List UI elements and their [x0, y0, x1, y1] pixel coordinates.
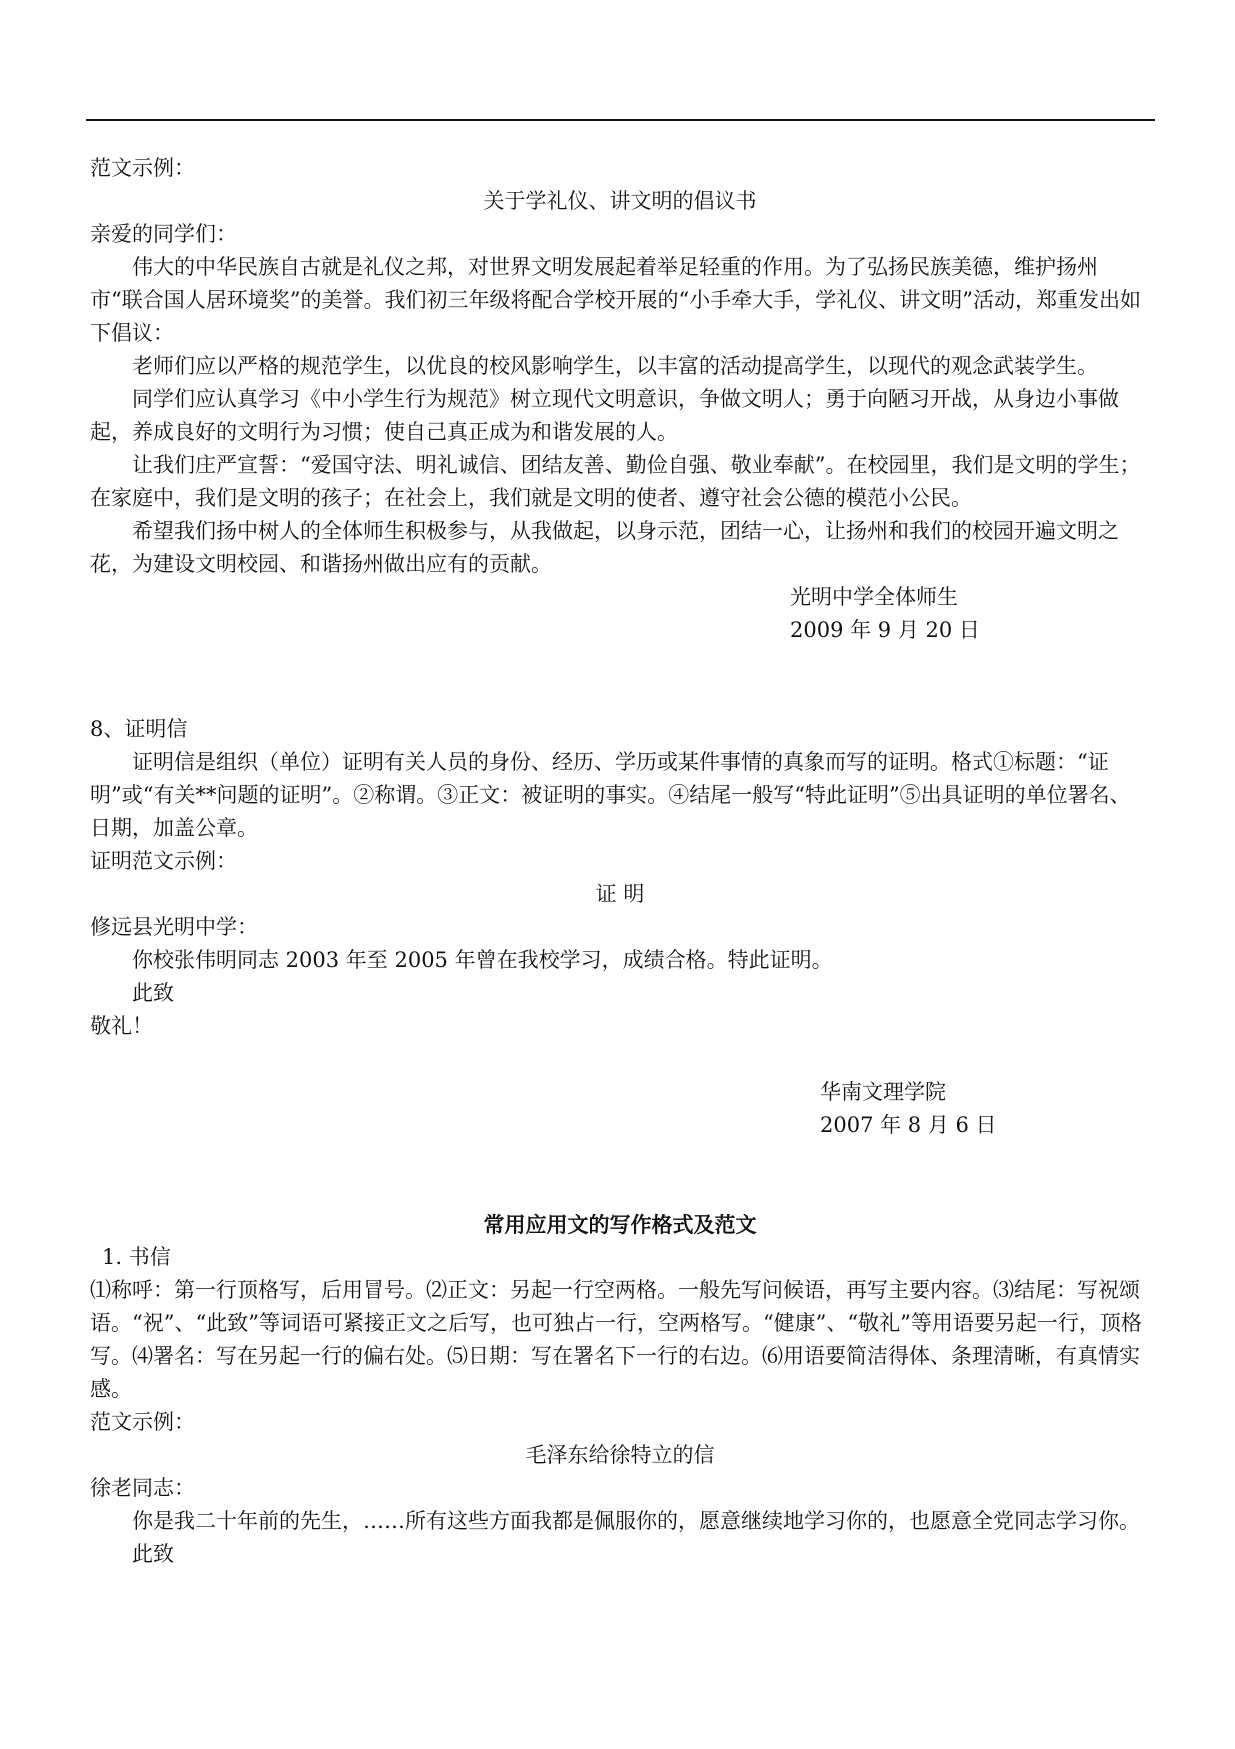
sample-heading: 范文示例：: [90, 156, 195, 180]
spacer: [90, 647, 1150, 713]
proposal-paragraph: 老师们应以严格的规范学生，以优良的校风影响学生，以丰富的活动提高学生，以现代的观念武装学生。: [132, 354, 1098, 378]
proposal-salutation: 亲爱的同学们：: [90, 222, 237, 246]
certificate-date: 2007 年 8 月 6 日: [820, 1113, 997, 1137]
proposal-paragraph: 伟大的中华民族自古就是礼仪之邦，对世界文明发展起着举足轻重的作用。为了弘扬民族美德，维护扬州市“联合国人居环境奖”的美誉。我们初三年级将配合学校开展的“小手牵大手，学礼仪、讲文明”活动，郑重发出如下倡议：: [90, 255, 1141, 345]
letter-closing: 此致: [132, 1542, 174, 1566]
proposal-paragraph: 希望我们扬中树人的全体师生积极参与，从我做起，以身示范，团结一心，让扬州和我们的校园开遍文明之花，为建设文明校园、和谐扬州做出应有的贡献。: [90, 519, 1119, 576]
section-description: 证明信是组织（单位）证明有关人员的身份、经历、学历或某件事情的真象而写的证明。格式①标题：“证明”或“有关**问题的证明”。②称谓。③正文：被证明的事实。④结尾一般写“特此证明”⑤出具证明的单位署名、日期，加盖公章。: [90, 750, 1131, 840]
certificate-body: 你校张伟明同志 2003 年至 2005 年曾在我校学习，成绩合格。特此证明。: [132, 948, 833, 972]
letter-section-heading: 1. 书信: [102, 1245, 171, 1269]
proposal-date: 2009 年 9 月 20 日: [790, 618, 980, 642]
document-page: [90, 152, 1150, 1571]
certificate-sample-heading: 证明范文示例：: [90, 849, 237, 873]
spacer: [90, 1043, 1150, 1076]
spacer: [90, 1142, 1150, 1208]
certificate-title: 证 明: [595, 882, 645, 906]
header-rule: [86, 119, 1155, 121]
certificate-salutation: 修远县光明中学：: [90, 915, 258, 939]
letter-format-description: ⑴称呼：第一行顶格写，后用冒号。⑵正文：另起一行空两格。一般先写问候语，再写主要内容。⑶结尾：写祝颂语。“祝”、“此致”等词语可紧接正文之后写，也可独占一行，空两格写。“健康”、“敬礼”等用语要另起一行，顶格写。⑷署名：写在另起一行的偏右处。⑸日期：写在署名下一行的右边。⑹用语要简洁得体、条理清晰，有真情实感。: [90, 1278, 1142, 1401]
letter-sample-heading: 范文示例：: [90, 1410, 195, 1434]
main-title: 常用应用文的写作格式及范文: [483, 1212, 757, 1237]
proposal-paragraph: 让我们庄严宣誓：“爱国守法、明礼诚信、团结友善、勤俭自强、敬业奉献”。在校园里，我们是文明的学生；在家庭中，我们是文明的孩子；在社会上，我们就是文明的使者、遵守社会公德的模范小公民。: [90, 453, 1141, 510]
certificate-closing: 此致: [132, 981, 174, 1005]
letter-salutation: 徐老同志：: [90, 1476, 195, 1500]
letter-title: 毛泽东给徐特立的信: [525, 1443, 715, 1467]
proposal-title: 关于学礼仪、讲文明的倡议书: [483, 189, 757, 213]
letter-body: 你是我二十年前的先生，……所有这些方面我都是佩服你的，愿意继续地学习你的，也愿意全党同志学习你。: [132, 1509, 1140, 1533]
certificate-signer: 华南文理学院: [820, 1080, 946, 1104]
section-heading: 8、证明信: [90, 717, 188, 741]
proposal-paragraph: 同学们应认真学习《中小学生行为规范》树立现代文明意识，争做文明人；勇于向陋习开战，从身边小事做起，养成良好的文明行为习惯；使自己真正成为和谐发展的人。: [90, 387, 1119, 444]
proposal-signer: 光明中学全体师生: [790, 585, 958, 609]
certificate-regards: 敬礼！: [90, 1014, 153, 1038]
